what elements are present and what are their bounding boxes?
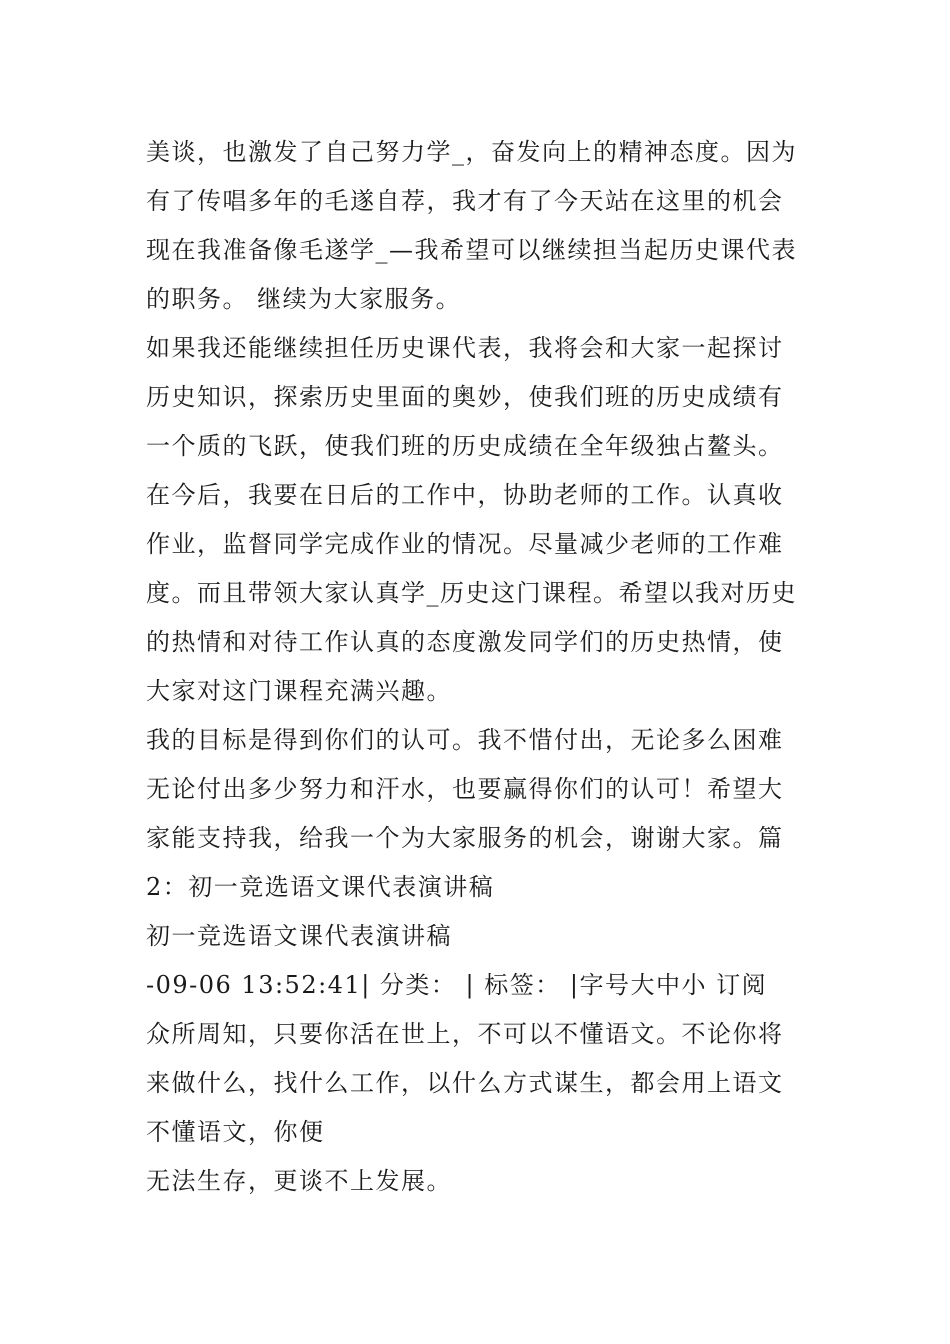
text-line: 美谈，也激发了自己努力学_，奋发向上的精神态度。因为 — [146, 138, 797, 166]
text-line: 不懂语文，你便 — [146, 1118, 325, 1146]
text-line: 一个质的飞跃，使我们班的历史成绩在全年级独占鳌头。 — [146, 432, 784, 460]
text-line: 家能支持我，给我一个为大家服务的机会，谢谢大家。篇 — [146, 824, 784, 852]
text-line: 来做什么，找什么工作，以什么方式谋生，都会用上语文 — [146, 1069, 784, 1097]
text-line: 众所周知，只要你活在世上，不可以不懂语文。不论你将 — [146, 1020, 784, 1048]
text-line: 如果我还能继续担任历史课代表，我将会和大家一起探讨 — [146, 334, 784, 362]
text-line: 无法生存，更谈不上发展。 — [146, 1167, 452, 1195]
text-line: 大家对这门课程充满兴趣。 — [146, 677, 452, 705]
text-line: 的热情和对待工作认真的态度激发同学们的历史热情，使 — [146, 628, 784, 656]
text-line: 的职务。 继续为大家服务。 — [146, 285, 462, 313]
text-line: 现在我准备像毛遂学_—我希望可以继续担当起历史课代表 — [146, 236, 797, 264]
document-body — [146, 128, 826, 1206]
text-line: 历史知识，探索历史里面的奥妙，使我们班的历史成绩有 — [146, 383, 784, 411]
text-line: 在今后，我要在日后的工作中，协助老师的工作。认真收 — [146, 481, 784, 509]
section-title: 初一竞选语文课代表演讲稿 — [146, 922, 452, 950]
post-meta-line: -09-06 13:52:41| 分类： | 标签： |字号大中小 订阅 — [146, 971, 768, 999]
text-line: 度。而且带领大家认真学_历史这门课程。希望以我对历史 — [146, 579, 797, 607]
text-line: 作业，监督同学完成作业的情况。尽量减少老师的工作难 — [146, 530, 784, 558]
text-line: 无论付出多少努力和汗水，也要赢得你们的认可！希望大 — [146, 775, 784, 803]
text-line: 有了传唱多年的毛遂自荐，我才有了今天站在这里的机会 — [146, 187, 784, 215]
text-line: 我的目标是得到你们的认可。我不惜付出，无论多么困难 — [146, 726, 784, 754]
text-line: 2：初一竞选语文课代表演讲稿 — [146, 873, 495, 901]
